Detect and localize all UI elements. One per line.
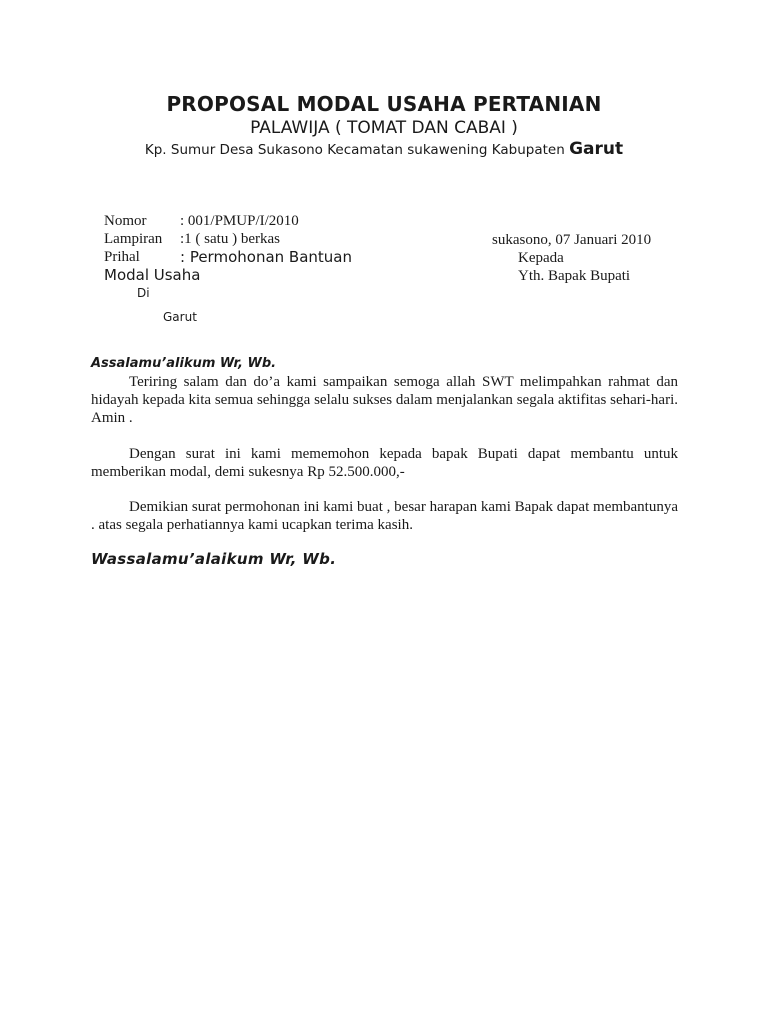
kepada-label: Kepada [518, 250, 564, 266]
nomor-value: : 001/PMUP/I/2010 [180, 213, 299, 229]
di-label: Di [137, 286, 150, 300]
document-subtitle: PALAWIJA ( TOMAT DAN CABAI ) [250, 118, 518, 138]
document-title: PROPOSAL MODAL USAHA PERTANIAN [166, 92, 602, 116]
garut-label: Garut [163, 310, 197, 324]
lampiran-value: :1 ( satu ) berkas [180, 231, 280, 247]
recipient-name: Yth. Bapak Bupati [518, 268, 631, 284]
place-date: sukasono, 07 Januari 2010 [492, 232, 652, 248]
paragraph-3-text: Demikian surat permohonan ini kami buat , besar harapan kami Bapak dapat membantunya . atas segala perhatiannya kami ucapkan terima kasih. [91, 499, 678, 533]
nomor-label: Nomor [104, 213, 147, 229]
paragraph-3 [91, 498, 678, 534]
prihal-continuation: Modal Usaha [104, 266, 201, 284]
prihal-value: : Permohonan Bantuan [180, 248, 352, 266]
paragraph-1 [91, 373, 678, 427]
paragraph-1-text: Teriring salam dan do’a kami sampaikan semoga allah SWT melimpahkan rahmat dan hidayah kepada kita semua sehingga selalu sukses dalam menjalankan segala aktifitas sehari-hari. Amin . [91, 374, 678, 426]
paragraph-2 [91, 445, 678, 481]
paragraph-2-text: Dengan surat ini kami mememohon kepada bapak Bupati dapat membantu untuk memberikan modal, demi sukesnya Rp 52.500.000,- [91, 446, 678, 480]
address-city: Garut [569, 139, 624, 159]
greeting: Assalamu’alikum Wr, Wb. [91, 356, 277, 371]
address-text: Kp. Sumur Desa Sukasono Kecamatan sukawening Kabupaten [144, 142, 565, 158]
prihal-label: Prihal [104, 249, 140, 265]
address-line [0, 139, 768, 159]
lampiran-label: Lampiran [104, 231, 163, 247]
closing-greeting: Wassalamu’alaikum Wr, Wb. [91, 550, 337, 568]
